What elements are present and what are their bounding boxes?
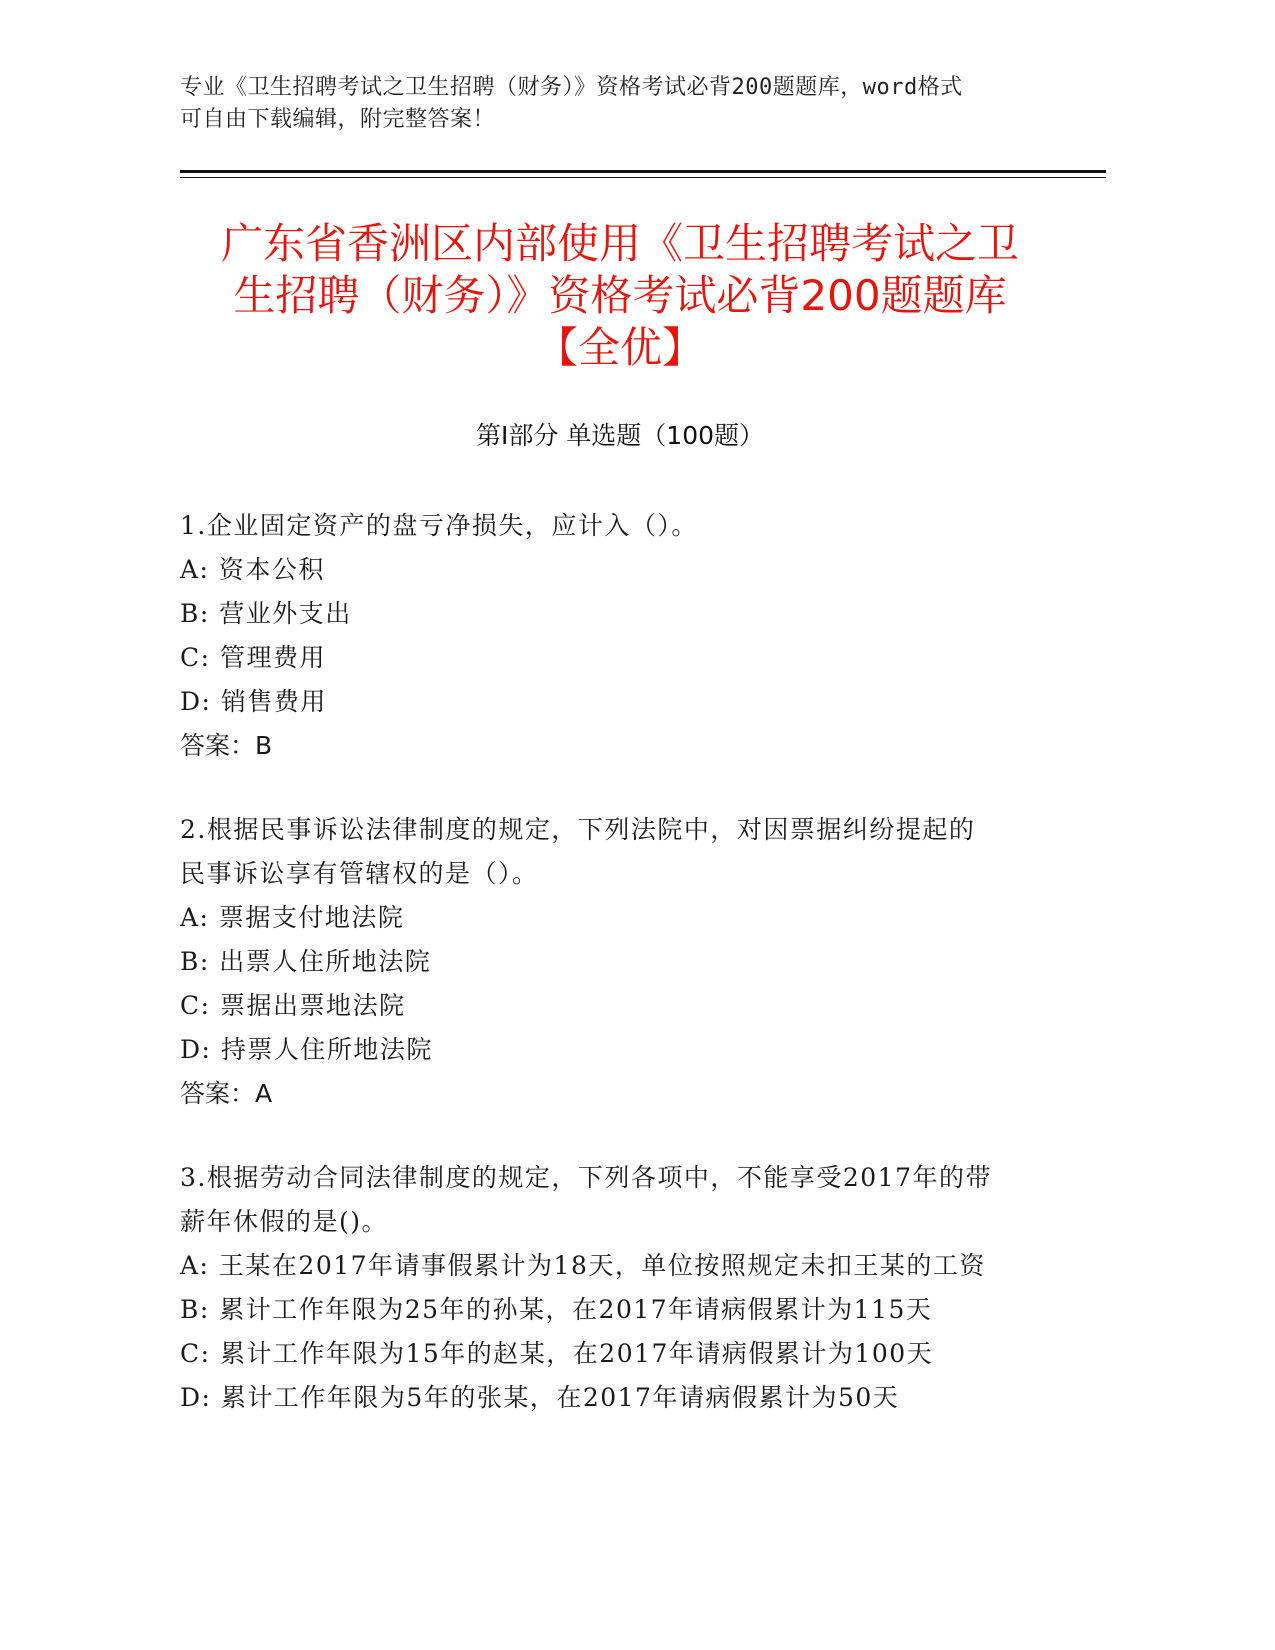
question-stem: 薪年休假的是()。	[180, 1207, 389, 1236]
option-c: C: 累计工作年限为15年的赵某，在2017年请病假累计为100天	[180, 1339, 934, 1368]
question-stem: 1.企业固定资产的盘亏净损失，应计入（）。	[180, 511, 698, 540]
question-1	[180, 504, 1060, 768]
option-b: B: 营业外支出	[180, 599, 352, 628]
title-line: 生招聘（财务）》资格考试必背200题题库	[233, 271, 1007, 320]
option-b: B: 出票人住所地法院	[180, 947, 432, 976]
question-stem: 3.根据劳动合同法律制度的规定，下列各项中，不能享受2017年的带	[180, 1163, 992, 1192]
title-line: 广东省香洲区内部使用《卫生招聘考试之卫	[220, 219, 1019, 268]
option-a: A: 资本公积	[180, 555, 325, 584]
document-title	[180, 218, 1060, 374]
option-d: D: 累计工作年限为5年的张某，在2017年请病假累计为50天	[180, 1383, 900, 1412]
option-d: D: 持票人住所地法院	[180, 1035, 433, 1064]
option-a: A: 票据支付地法院	[180, 903, 405, 932]
divider-thick	[180, 170, 1106, 173]
question-stem: 2.根据民事诉讼法律制度的规定，下列法院中，对因票据纠纷提起的	[180, 815, 976, 844]
question-stem: 民事诉讼享有管辖权的是（）。	[180, 859, 539, 888]
answer: 答案：B	[180, 731, 273, 760]
option-c: C: 管理费用	[180, 643, 326, 672]
divider-thin	[180, 177, 1106, 178]
header-note-line: 可自由下载编辑，附完整答案！	[180, 107, 496, 132]
question-3	[180, 1156, 1060, 1420]
question-2	[180, 808, 1060, 1116]
option-c: C: 票据出票地法院	[180, 991, 406, 1020]
option-b: B: 累计工作年限为25年的孙某，在2017年请病假累计为115天	[180, 1295, 933, 1324]
answer: 答案：A	[180, 1079, 273, 1108]
header-note-line: 专业《卫生招聘考试之卫生招聘（财务）》资格考试必背200题题库，word格式	[180, 75, 963, 100]
title-line: 【全优】	[535, 323, 704, 372]
header-note	[180, 72, 1060, 136]
option-d: D: 销售费用	[180, 687, 327, 716]
section-heading: 第Ⅰ部分 单选题（100题）	[475, 421, 765, 450]
option-a: A: 王某在2017年请事假累计为18天，单位按照规定未扣王某的工资	[180, 1251, 986, 1280]
